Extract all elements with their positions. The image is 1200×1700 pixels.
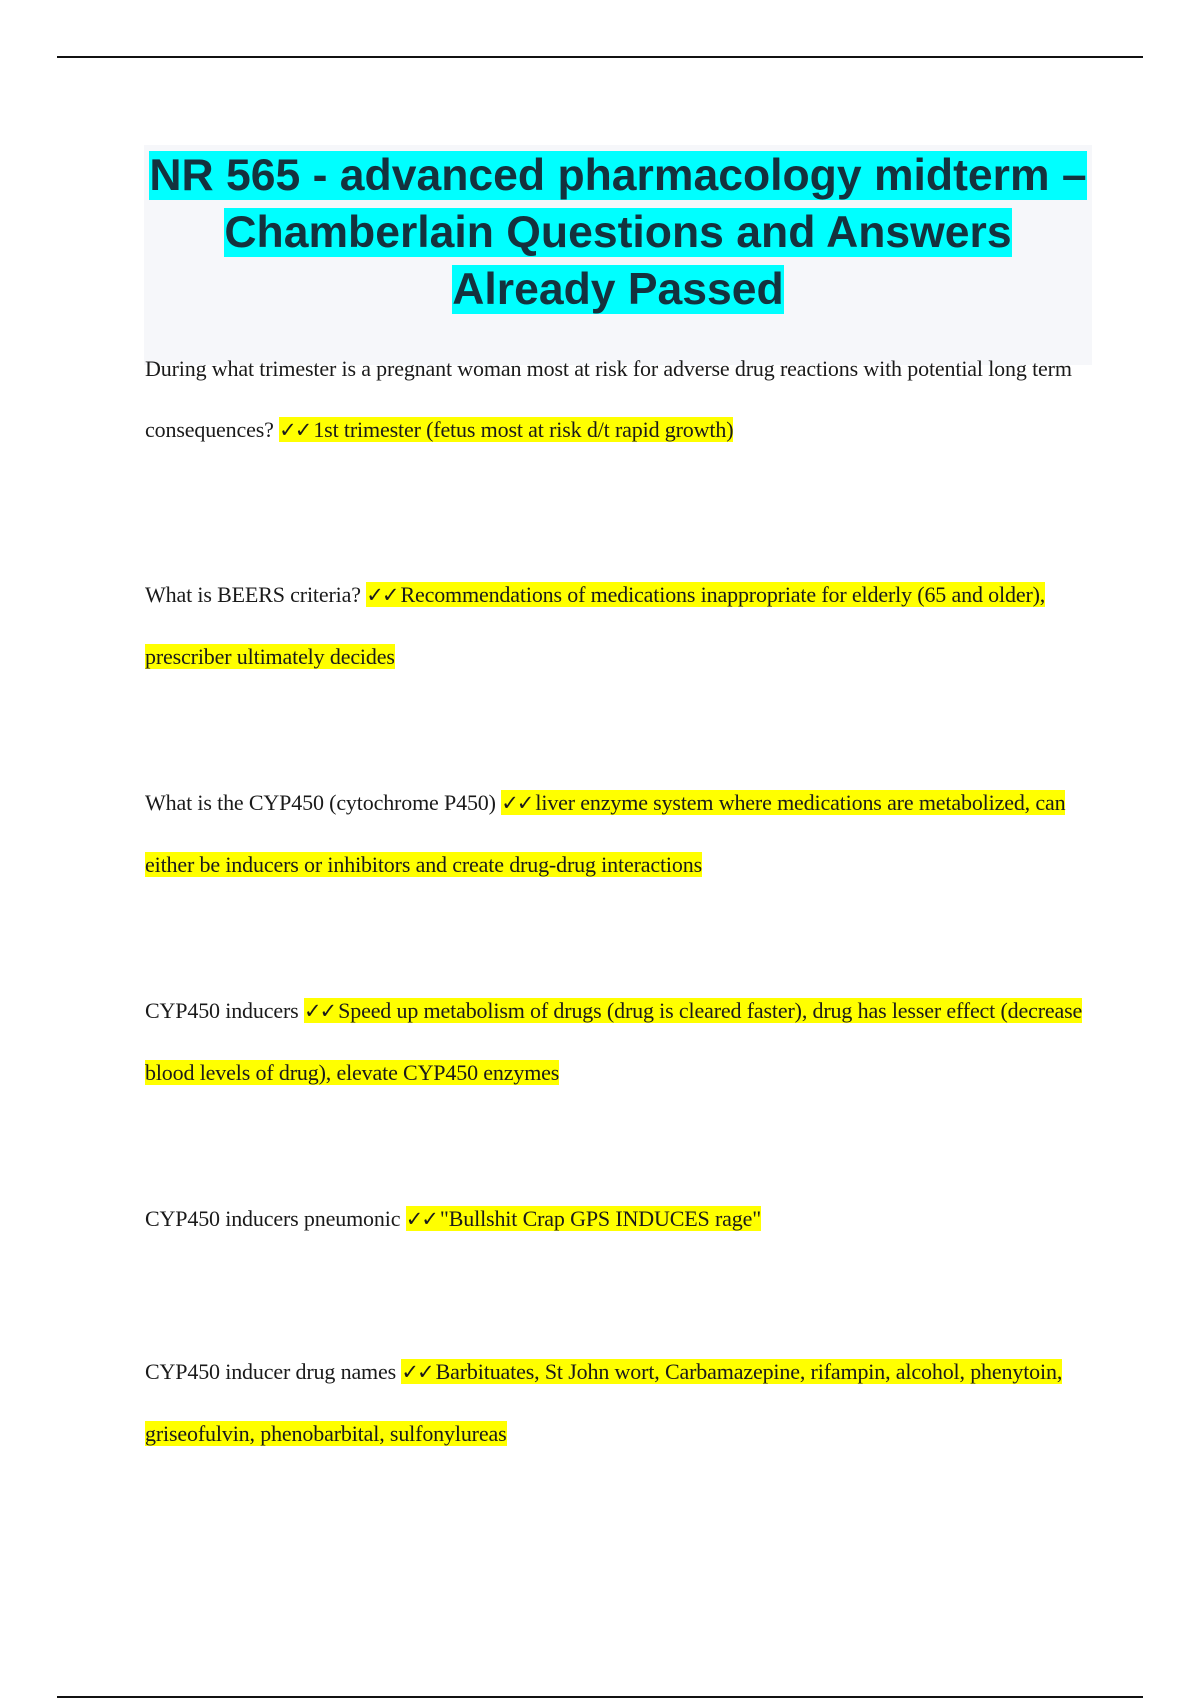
document-title-text: NR 565 - advanced pharmacology midterm – Chamberlain Questions and Answers Already Passed [149,151,1087,314]
top-rule [57,56,1143,58]
answer-highlight [406,1206,761,1231]
question-text: What is BEERS criteria? [145,582,361,607]
question-text: CYP450 inducer drug names [145,1359,397,1384]
question-text: CYP450 inducers [145,998,299,1023]
double-check-icon: ✓✓ [303,999,336,1023]
answer-text: Speed up metabolism of drugs (drug is cleared faster), drug has lesser effect (decrease blood levels of drug), elevate CYP450 enzymes [145,998,1083,1085]
double-check-icon: ✓✓ [366,583,398,607]
qa-item-4 [145,980,1095,1103]
double-check-icon: ✓✓ [401,1360,433,1384]
answer-text: liver enzyme system where medications are metabolized, can either be inducers or inhibitors and create drug-drug interactions [145,790,1066,877]
document-title [144,145,1092,318]
qa-item-5 [145,1188,1095,1250]
question-text: What is the CYP450 (cytochrome P450) [145,790,496,815]
question-text: CYP450 inducers pneumonic [145,1206,401,1231]
bottom-rule [57,1696,1143,1698]
qa-item-2 [145,564,1095,687]
question-text: During what trimester is a pregnant woman most at risk for adverse drug reactions with potential long term consequences? [145,356,1072,442]
double-check-icon: ✓✓ [405,1207,437,1231]
answer-highlight [279,417,733,442]
double-check-icon: ✓✓ [279,418,311,442]
qa-item-3 [145,772,1095,895]
answer-text: Barbituates, St John wort, Carbamazepine, rifampin, alcohol, phenytoin, griseofulvin, phenobarbital, sulfonylureas [145,1359,1063,1446]
answer-text: "Bullshit Crap GPS INDUCES rage" [439,1206,762,1231]
title-block [144,145,1092,365]
answer-text: 1st trimester (fetus most at risk d/t rapid growth) [313,417,734,442]
answer-text: Recommendations of medications inappropriate for elderly (65 and older), prescriber ultimately decides [145,582,1046,669]
double-check-icon: ✓✓ [501,791,533,815]
qa-item-6 [145,1341,1095,1464]
qa-item-1 [145,338,1095,461]
